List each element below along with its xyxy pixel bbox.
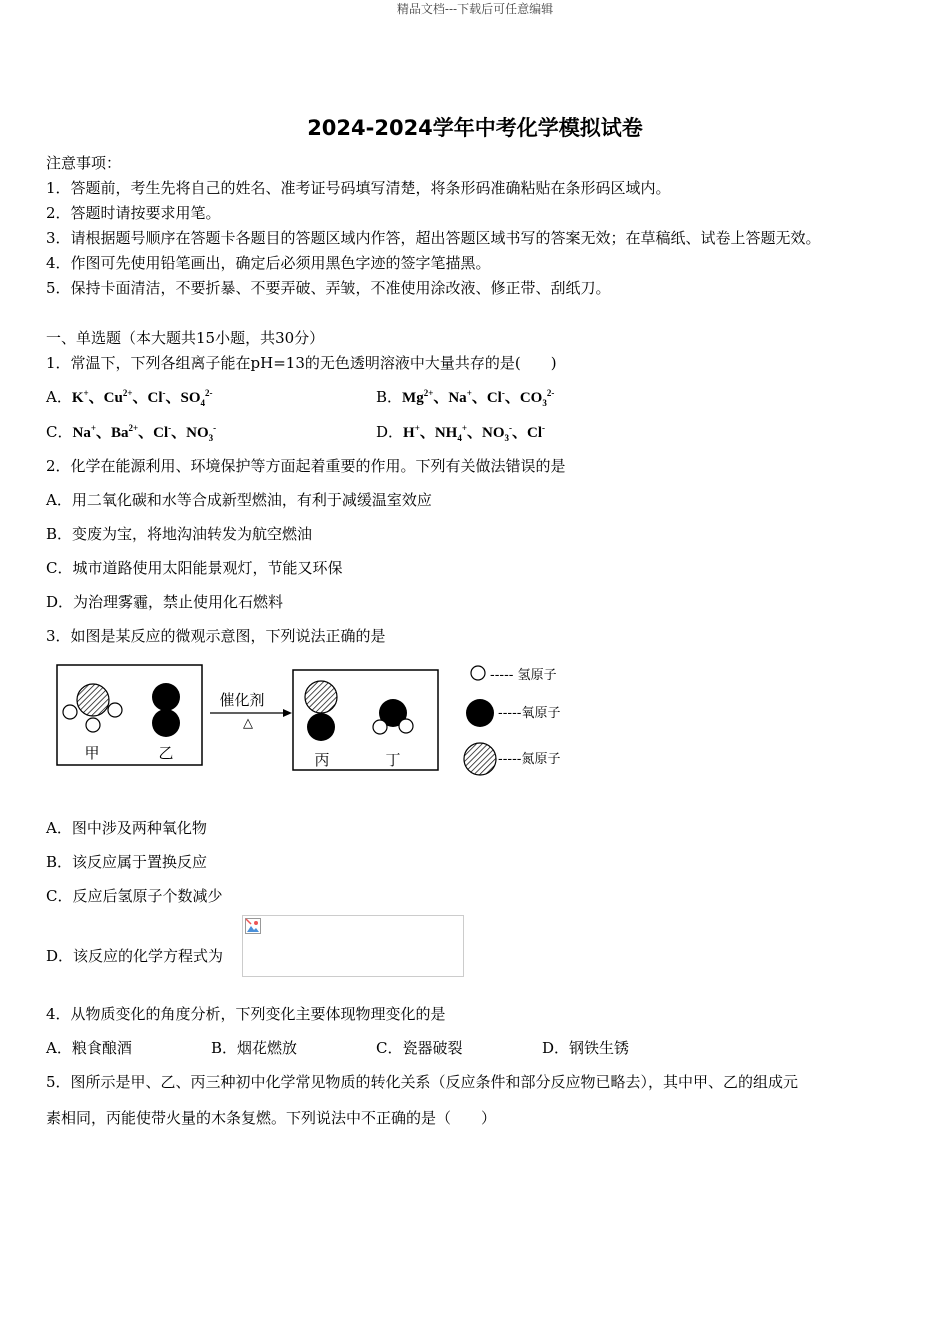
legend-nitrogen-icon [464, 743, 496, 775]
hydrogen-atom-icon [86, 718, 100, 732]
legend-hydrogen-icon [471, 666, 485, 680]
label-yi: 乙 [158, 744, 174, 762]
question-3-stem: 3．如图是某反应的微观示意图，下列说法正确的是 [46, 627, 386, 645]
notice-heading: 注意事项： [46, 154, 122, 172]
oxygen-atom-icon [152, 709, 180, 737]
notice-item: 1．答题前，考生先将自己的姓名、准考证号码填写清楚，将条形码准确粘贴在条形码区域内。 [46, 179, 671, 197]
oxygen-atom-icon [307, 713, 335, 741]
nitrogen-atom-icon [305, 681, 337, 713]
hydrogen-atom-icon [108, 703, 122, 717]
q4-option-c: C．瓷器破裂 [376, 1039, 463, 1057]
q4-option-b: B．烟花燃放 [211, 1039, 298, 1057]
q3-option-d: D．该反应的化学方程式为 [46, 947, 224, 965]
legend-oxygen-icon [466, 699, 494, 727]
q1-option-d: D．H+、$NH_4^+$、$NO_3^-$、Cl- [376, 423, 546, 443]
q3-option-a: A．图中涉及两种氧化物 [46, 819, 207, 837]
page-title: 2024-2024学年中考化学模拟试卷 [307, 116, 643, 140]
q4-option-d: D．钢铁生锈 [542, 1039, 630, 1057]
q1-option-c: C．Na+、$Ba^{2+}$、Cl-、$NO_3^-$ [46, 423, 217, 443]
broken-image-icon [245, 918, 261, 934]
question-2-stem: 2．化学在能源利用、环境保护等方面起着重要的作用。下列有关做法错误的是 [46, 457, 566, 475]
arrow-head-icon [283, 709, 292, 717]
q2-option-d: D．为治理雾霾，禁止使用化石燃料 [46, 593, 284, 611]
label-ding: 丁 [385, 751, 401, 769]
equation-image-placeholder [242, 915, 464, 977]
hydrogen-atom-icon [373, 720, 387, 734]
legend-hydrogen: ----- 氢原子 [490, 668, 557, 683]
reaction-diagram [50, 655, 590, 785]
question-1-stem: 1．常温下，下列各组离子能在pH=13的无色透明溶液中大量共存的是( ) [46, 354, 557, 372]
nitrogen-atom-icon [77, 684, 109, 716]
question-5-stem-line2: 素相同，丙能使带火量的木条复燃。下列说法中不正确的是（ ） [46, 1109, 497, 1127]
hydrogen-atom-icon [63, 705, 77, 719]
q1-option-b: B．$Mg^{2+}$、Na+、Cl-、$CO_3^{2-}$ [376, 388, 555, 408]
section-heading: 一、单选题（本大题共15小题，共30分） [46, 329, 325, 347]
notice-item: 5．保持卡面清洁，不要折暴、不要弄破、弄皱，不准使用涂改液、修正带、刮纸刀。 [46, 279, 611, 297]
legend-nitrogen: -----氮原子 [498, 752, 561, 767]
heat-symbol: △ [243, 716, 253, 731]
q2-option-c: C．城市道路使用太阳能景观灯，节能又环保 [46, 559, 343, 577]
notice-item: 4．作图可先使用铅笔画出，确定后必须用黑色字迹的签字笔描黑。 [46, 254, 491, 272]
legend-oxygen: -----氧原子 [498, 706, 561, 721]
oxygen-atom-icon [152, 683, 180, 711]
q3-option-b: B．该反应属于置换反应 [46, 853, 208, 871]
label-bing: 丙 [314, 751, 330, 769]
q3-option-c: C．反应后氢原子个数减少 [46, 887, 223, 905]
notice-item: 3．请根据题号顺序在答题卡各题目的答题区域内作答，超出答题区域书写的答案无效；在草稿纸、试卷上答题无效。 [46, 229, 821, 247]
q2-option-b: B．变废为宝，将地沟油转发为航空燃油 [46, 525, 313, 543]
q1-option-a: A．K+、$Cu^{2+}$、Cl-、$SO_4^{2-}$ [46, 388, 213, 408]
label-jia: 甲 [84, 744, 100, 762]
question-5-stem-line1: 5．图所示是甲、乙、丙三种初中化学常见物质的转化关系（反应条件和部分反应物已略去），其中甲、乙的组成元 [46, 1073, 799, 1091]
page-header: 精品文档---下载后可任意编辑 [396, 2, 554, 16]
question-4-stem: 4．从物质变化的角度分析，下列变化主要体现物理变化的是 [46, 1005, 446, 1023]
q2-option-a: A．用二氧化碳和水等合成新型燃油，有利于减缓温室效应 [46, 491, 432, 509]
catalyst-label: 催化剂 [219, 691, 265, 709]
hydrogen-atom-icon [399, 719, 413, 733]
notice-item: 2．答题时请按要求用笔。 [46, 204, 221, 222]
q4-option-a: A．粮食酿酒 [46, 1039, 132, 1057]
